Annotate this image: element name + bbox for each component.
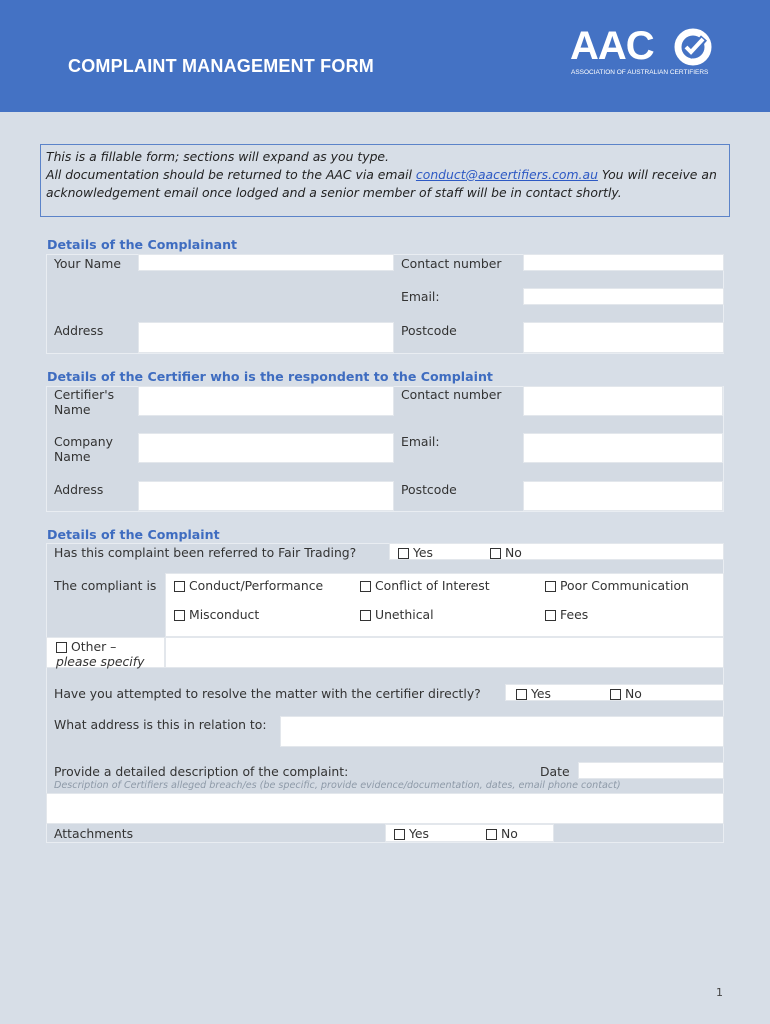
section-heading-complaint: Details of the Complaint	[47, 527, 220, 542]
certifier-email-label: Email:	[401, 434, 440, 449]
checkbox-icon	[174, 581, 185, 592]
address-question: What address is this in relation to:	[54, 717, 267, 732]
complainant-postcode-label: Postcode	[401, 323, 457, 338]
checkbox-icon	[398, 548, 409, 559]
certifier-address-label: Address	[54, 482, 104, 497]
certifier-contact-label: Contact number	[401, 387, 502, 402]
checkbox-icon	[545, 581, 556, 592]
certifier-postcode-label: Postcode	[401, 482, 457, 497]
complainant-address-field[interactable]	[138, 322, 394, 353]
type-unethical-checkbox[interactable]: Unethical	[360, 607, 434, 622]
complainant-postcode-field[interactable]	[523, 322, 724, 353]
your-name-label: Your Name	[54, 256, 121, 271]
relation-address-field[interactable]	[280, 716, 724, 747]
form-title: COMPLAINT MANAGEMENT FORM	[68, 56, 374, 76]
checkbox-icon	[56, 642, 67, 653]
description-question: Provide a detailed description of the complaint:	[54, 764, 349, 779]
company-name-field[interactable]	[138, 433, 394, 463]
aac-logo	[570, 24, 720, 84]
date-label: Date	[540, 764, 570, 779]
notice-line-2-post: You will receive an acknowledgement email once lodged and a senior member of staff will be in contact shortly.	[46, 167, 717, 200]
attachments-no-checkbox[interactable]: No	[486, 826, 518, 841]
fair-trading-question: Has this complaint been referred to Fair Trading?	[54, 545, 357, 560]
company-name-label: Company Name	[54, 434, 113, 464]
logo-subtitle: ASSOCIATION OF AUSTRALIAN CERTIFIERS	[571, 69, 709, 76]
type-conflict-checkbox[interactable]: Conflict of Interest	[360, 578, 490, 593]
attachments-yes-checkbox[interactable]: Yes	[394, 826, 429, 841]
section-heading-complainant: Details of the Complainant	[47, 237, 238, 252]
checkbox-icon	[610, 689, 621, 700]
logo-check-icon	[674, 28, 712, 66]
certifier-name-field[interactable]	[138, 386, 394, 416]
complainant-contact-field[interactable]	[523, 254, 724, 271]
logo-text: AAC	[570, 24, 654, 68]
checkbox-icon	[174, 610, 185, 621]
section-heading-certifier: Details of the Certifier who is the respondent to the Complaint	[47, 369, 493, 384]
complainant-email-label: Email:	[401, 289, 440, 304]
page-number: 1	[716, 986, 723, 999]
fair-trading-yes-checkbox[interactable]: Yes	[398, 545, 433, 560]
checkbox-icon	[360, 610, 371, 621]
description-hint: Description of Certifiers alleged breach/es (be specific, provide evidence/documentation, dates, email phone contact)	[54, 780, 621, 791]
certifier-postcode-field[interactable]	[523, 481, 723, 511]
type-misconduct-checkbox[interactable]: Misconduct	[174, 607, 259, 622]
certifier-email-field[interactable]	[523, 433, 723, 463]
type-fees-checkbox[interactable]: Fees	[545, 607, 588, 622]
your-name-field[interactable]	[138, 254, 394, 271]
type-conduct-checkbox[interactable]: Conduct/Performance	[174, 578, 323, 593]
checkbox-icon	[394, 829, 405, 840]
checkbox-icon	[545, 610, 556, 621]
resolve-yes-checkbox[interactable]: Yes	[516, 686, 551, 701]
attachments-label: Attachments	[54, 826, 134, 841]
certifier-contact-field[interactable]	[523, 386, 723, 416]
certifier-address-field[interactable]	[138, 481, 394, 511]
notice-line-1: This is a fillable form; sections will expand as you type.	[46, 149, 389, 164]
instructions-notice	[40, 144, 730, 217]
resolve-no-checkbox[interactable]: No	[610, 686, 642, 701]
complainant-email-field[interactable]	[523, 288, 724, 305]
certifier-name-label: Certifier's Name	[54, 387, 115, 417]
date-field[interactable]	[578, 762, 724, 779]
fair-trading-answer-row	[389, 543, 724, 560]
fair-trading-no-checkbox[interactable]: No	[490, 545, 522, 560]
header-banner	[0, 0, 770, 112]
type-communication-checkbox[interactable]: Poor Communication	[545, 578, 689, 593]
other-specify-field[interactable]	[165, 637, 724, 668]
checkbox-icon	[516, 689, 527, 700]
checkbox-icon	[490, 548, 501, 559]
notice-line-2-pre: All documentation should be returned to the AAC via email	[46, 167, 416, 182]
checkbox-icon	[360, 581, 371, 592]
resolve-question: Have you attempted to resolve the matter with the certifier directly?	[54, 686, 481, 701]
type-other-checkbox[interactable]: Other – please specify	[56, 639, 145, 669]
description-field[interactable]	[46, 793, 724, 824]
complaint-type-label: The compliant is	[54, 578, 157, 593]
complainant-address-label: Address	[54, 323, 104, 338]
complainant-contact-label: Contact number	[401, 256, 502, 271]
checkbox-icon	[486, 829, 497, 840]
email-link[interactable]: conduct@aacertifiers.com.au	[415, 167, 598, 182]
